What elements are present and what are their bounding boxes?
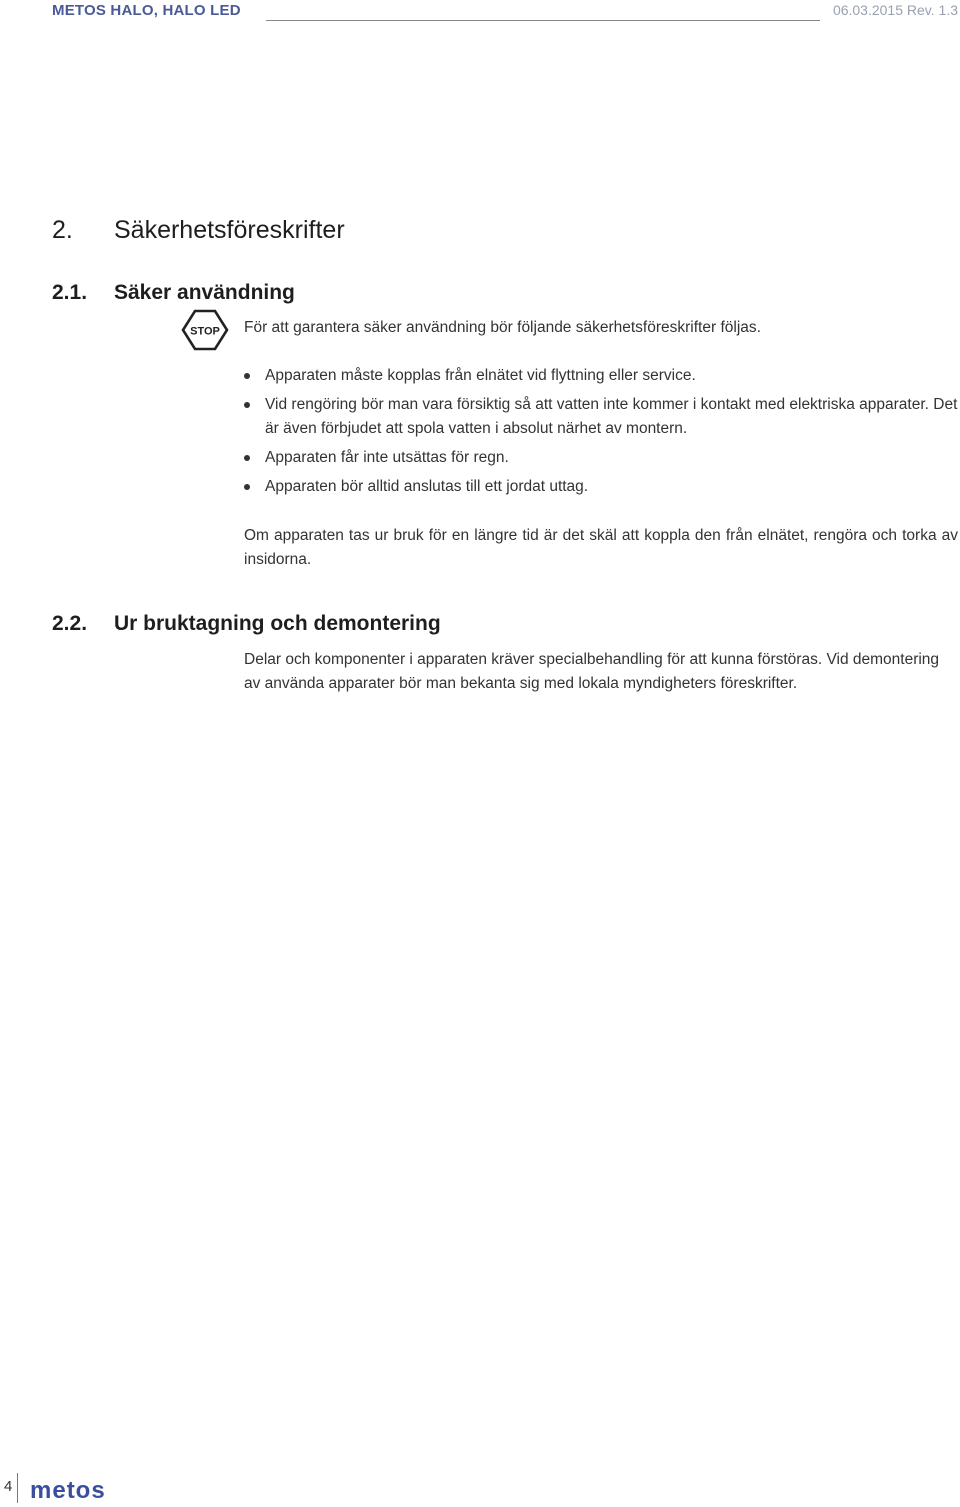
section-number: 2.2. xyxy=(52,612,88,635)
section-title: Säker användning xyxy=(114,281,295,304)
section-2-1-heading xyxy=(52,281,295,305)
section-title: Säkerhetsföreskrifter xyxy=(114,216,345,244)
stop-sign-text: STOP xyxy=(190,325,220,338)
intro-text: För att garantera säker användning bör följande säkerhetsföreskrifter följas. xyxy=(244,319,761,336)
document-title: METOS HALO, HALO LED xyxy=(52,2,249,19)
logo-text: metos xyxy=(30,1480,106,1502)
disposal-paragraph: Delar och komponenter i apparaten kräver specialbehandling för att kunna förstöras. Vid demontering av använda apparater bör man bekanta sig med lokala myndigheters föreskrifter. xyxy=(244,651,940,692)
page-number: 4 xyxy=(4,1478,13,1495)
list-item: Apparaten bör alltid anslutas till ett jordat uttag. xyxy=(244,475,958,499)
section-2-2-heading xyxy=(52,612,441,636)
header-rule xyxy=(266,20,820,21)
section-number: 2. xyxy=(52,216,73,244)
section-number: 2.1. xyxy=(52,281,88,304)
list-item: Apparaten måste kopplas från elnätet vid flyttning eller service. xyxy=(244,364,958,388)
footer-divider xyxy=(17,1473,18,1503)
page-header xyxy=(52,2,958,24)
stop-sign-icon xyxy=(181,309,229,351)
section-2-heading xyxy=(52,216,345,245)
section-title: Ur bruktagning och demontering xyxy=(114,612,441,635)
revision-date: 06.03.2015 Rev. 1.3 xyxy=(832,2,958,18)
list-item: Vid rengöring bör man vara försiktig så att vatten inte kommer i kontakt med elektriska apparater. Det är även förbjudet att spola vatten i absolut närhet av montern. xyxy=(244,393,958,441)
metos-logo xyxy=(30,1480,150,1502)
list-item: Apparaten får inte utsättas för regn. xyxy=(244,446,958,470)
storage-paragraph: Om apparaten tas ur bruk för en längre tid är det skäl att koppla den från elnätet, rengöra och torka av insidorna. xyxy=(244,527,958,568)
safety-bullet-list xyxy=(244,364,958,504)
